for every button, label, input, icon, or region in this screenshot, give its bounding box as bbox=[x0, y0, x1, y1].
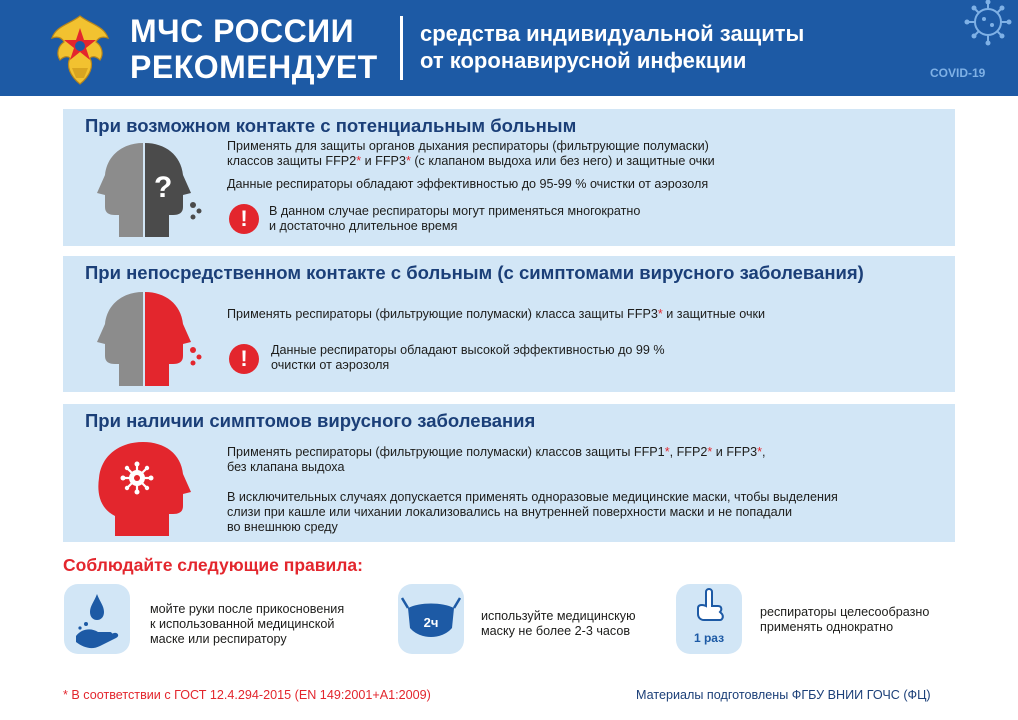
one-finger-icon bbox=[676, 584, 742, 654]
mask-time-label: 2ч bbox=[423, 615, 439, 630]
brand-line-1: МЧС РОССИИ bbox=[130, 13, 355, 49]
warning-text: В данном случае респираторы могут применяться многократно и достаточно длительное время bbox=[269, 204, 641, 233]
one-time-label: 1 раз bbox=[693, 631, 725, 645]
brand-line-2: РЕКОМЕНДУЕТ bbox=[130, 49, 378, 85]
section-direct-contact bbox=[63, 256, 955, 392]
section-symptoms bbox=[63, 404, 955, 542]
medical-mask-icon bbox=[398, 584, 464, 654]
section-possible-contact bbox=[63, 109, 955, 246]
rule-hand-wash bbox=[64, 584, 130, 654]
section-text-respirators: Применять респираторы (фильтрующие полумаски) классов защиты FFP1*, FFP2* и FFP3*, без клапана выдоха bbox=[227, 445, 766, 474]
header-divider bbox=[400, 16, 403, 80]
gost-footnote: * В соответствии с ГОСТ 12.4.294-2015 (EN 149:2001+A1:2009) bbox=[63, 688, 431, 702]
section-text-respirators: Применять для защиты органов дыхания респираторы (фильтрующие полумаски) классов защиты FFP2* и FFP3* (с клапаном выдоха или без него) и защитные очки bbox=[227, 139, 715, 168]
header-banner bbox=[0, 0, 1018, 96]
rule-text-one-time: респираторы целесообразно применять однократно bbox=[760, 605, 930, 634]
svg-text:?: ? bbox=[154, 171, 173, 204]
head-sick-icon bbox=[85, 290, 205, 390]
subtitle-line-1: средства индивидуальной защиты bbox=[420, 21, 805, 46]
mchs-emblem-icon bbox=[48, 12, 112, 88]
rule-mask-time bbox=[398, 584, 464, 654]
head-virus-icon bbox=[85, 440, 205, 540]
head-question-icon bbox=[85, 141, 205, 241]
brand-title bbox=[130, 13, 378, 85]
warning-icon: ! bbox=[229, 344, 259, 374]
warning-icon: ! bbox=[229, 204, 259, 234]
rule-text-mask-time: используйте медицинскую маску не более 2-3 часов bbox=[481, 609, 636, 638]
rule-text-hand-wash: мойте руки после прикосновения к использованной медицинской маске или респиратору bbox=[150, 602, 345, 646]
warning-text: Данные респираторы обладают высокой эффективностью до 99 % очистки от аэрозоля bbox=[271, 343, 665, 372]
section-text-efficiency: Данные респираторы обладают эффективностью до 95-99 % очистки от аэрозоля bbox=[227, 177, 709, 191]
header-subtitle bbox=[420, 20, 804, 74]
virus-icon bbox=[950, 0, 1018, 60]
section-title: При наличии симптомов вирусного заболевания bbox=[85, 410, 536, 431]
credits: Материалы подготовлены ФГБУ ВНИИ ГОЧС (ФЦ) bbox=[636, 688, 931, 702]
subtitle-line-2: от коронавирусной инфекции bbox=[420, 48, 747, 73]
hand-wash-icon bbox=[64, 584, 130, 654]
section-text-respirators: Применять респираторы (фильтрующие полумаски) класса защиты FFP3* и защитные очки bbox=[227, 307, 766, 321]
section-title: При непосредственном контакте с больным (с симптомами вирусного заболевания) bbox=[85, 262, 864, 283]
section-text-medical-masks: В исключительных случаях допускается применять одноразовые медицинские маски, чтобы выделения слизи при кашле или чихании локализовались на внутренней поверхности маски и не попадали во внешнюю среду bbox=[227, 490, 838, 534]
rules-title: Соблюдайте следующие правила: bbox=[63, 555, 363, 575]
covid-tag: COVID-19 bbox=[930, 66, 986, 80]
rule-one-time bbox=[676, 584, 742, 654]
section-title: При возможном контакте с потенциальным больным bbox=[85, 115, 577, 136]
